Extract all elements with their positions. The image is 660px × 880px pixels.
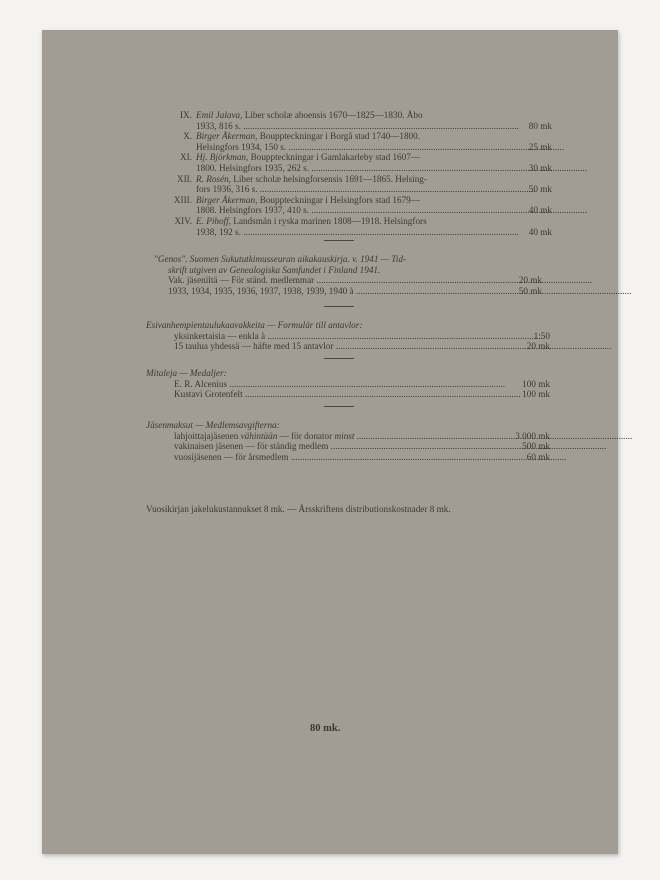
forms-row: yksinkertaisia — enkla à ..... 1:50 — [146, 331, 522, 342]
series-price: 30 mk — [528, 162, 552, 173]
series-number: XI. — [180, 152, 192, 163]
series-text: Landsmän i ryska marinen 1808—1918. Helsingfors — [230, 215, 427, 226]
series-text: Bouppteckningar i Borgå stad 1740—1800. — [257, 131, 421, 142]
series-author: E. Pihoff, — [196, 215, 231, 226]
medal-row: E. R. Alcenius ..... 100 mk — [146, 379, 522, 390]
genos-price: 20 mk — [518, 275, 542, 286]
series-line — [196, 205, 552, 216]
divider — [324, 306, 354, 307]
series-line — [196, 216, 524, 227]
series-item — [162, 173, 552, 195]
series-number: XIII. — [173, 194, 192, 205]
series-line — [196, 184, 552, 195]
series-text: 1800. Helsingfors 1935, 262 s. — [196, 162, 310, 173]
series-item — [162, 194, 552, 216]
fee-row: vakinaisen jäsenen — för ständig medlem ..... 500 mk — [146, 441, 522, 452]
series-price: 40 mk — [528, 205, 552, 216]
series-list — [162, 110, 552, 237]
back-cover-page — [42, 30, 618, 854]
series-text: Bouppteckningar i Gamlakarleby stad 1607— — [248, 152, 421, 163]
forms-section — [146, 320, 550, 352]
fees-title: Jäsenmaksut — Medlemsavgifterna: — [146, 420, 280, 430]
series-text: Bouppteckningar i Helsingfors stad 1679— — [257, 194, 420, 205]
genos-title: "Genos". Suomen Sukututkimusseuran aikakauskirja. v. 1941 — Tid- — [154, 254, 407, 264]
series-text: Liber scholæ helsingforsensis 1691—1865. Helsing- — [230, 173, 427, 184]
series-line — [196, 120, 552, 132]
genos-row: 1933, 1934, 1935, 1936, 1937, 1938, 1939, 1940 à ..... 50 mk — [154, 286, 516, 297]
genos-row: Vak. jäseniltä — För ständ. medlemmar ..... 20 mk — [154, 275, 516, 286]
series-text: Liber scholæ aboensis 1670—1825—1830. Åbo — [242, 110, 423, 120]
series-line — [196, 174, 524, 185]
genos-section — [154, 254, 542, 296]
series-line — [196, 141, 552, 153]
series-item — [162, 131, 552, 152]
divider — [324, 406, 354, 407]
divider — [324, 240, 354, 241]
series-author: Hj. Björkman, — [196, 152, 249, 163]
series-price: 40 mk — [528, 226, 552, 237]
series-text: 1933, 816 s. — [196, 120, 241, 131]
fee-row: lahjoittajajäsenen vähintään — för donator minst ..... 3.000 mk — [146, 431, 522, 442]
series-author: R. Rosén, — [196, 173, 231, 184]
medals-section — [146, 368, 550, 400]
series-price: 80 mk — [528, 120, 552, 131]
series-text: Helsingfors 1934, 150 s. — [196, 141, 287, 152]
series-line — [196, 162, 552, 174]
series-author: Birger Åkerman, — [196, 131, 258, 142]
series-item — [162, 152, 552, 173]
series-number: XII. — [176, 173, 192, 184]
forms-title: Esivanhempientaulukaavakkeita — Formulär till antavlor: — [146, 320, 363, 330]
series-text: fors 1936, 316 s. — [196, 184, 258, 195]
series-item — [162, 215, 552, 237]
series-price: 25 mk — [528, 141, 552, 152]
divider — [324, 358, 354, 359]
fees-section — [146, 420, 550, 462]
series-item — [162, 110, 552, 131]
series-number: XIV. — [174, 215, 192, 226]
genos-title-cont: skrift utgiven av Genealogiska Samfundet i Finland 1941. — [168, 264, 381, 275]
genos-price: 50 mk — [518, 285, 542, 296]
medals-title: Mitaleja — Medaljer: — [146, 368, 227, 378]
series-line — [196, 195, 524, 206]
series-line — [196, 110, 524, 121]
series-price: 50 mk — [528, 184, 552, 195]
series-author: Emil Jalava, — [196, 110, 243, 120]
fee-row: vuosijäsenen — för årsmedlem ..... 60 mk — [146, 452, 522, 463]
series-line — [196, 131, 524, 142]
series-text: 1938, 192 s. — [196, 226, 241, 237]
cover-price: 80 mk. — [310, 723, 341, 734]
series-number: IX. — [180, 110, 192, 120]
medal-row: Kustavi Grotenfelt ..... 100 mk — [146, 389, 522, 400]
series-line — [196, 152, 524, 163]
distribution-note: Vuosikirjan jakelukustannukset 8 mk. — Årsskriftens distributionskostnader 8 mk. — [146, 504, 451, 514]
forms-row: 15 taulua yhdessä — häfte med 15 antavlor ..... 20 mk — [146, 341, 522, 352]
series-line — [196, 226, 552, 238]
series-text: 1808. Helsingfors 1937, 410 s. — [196, 205, 310, 216]
series-author: Birger Åkerman, — [196, 194, 258, 205]
series-number: X. — [183, 131, 192, 142]
